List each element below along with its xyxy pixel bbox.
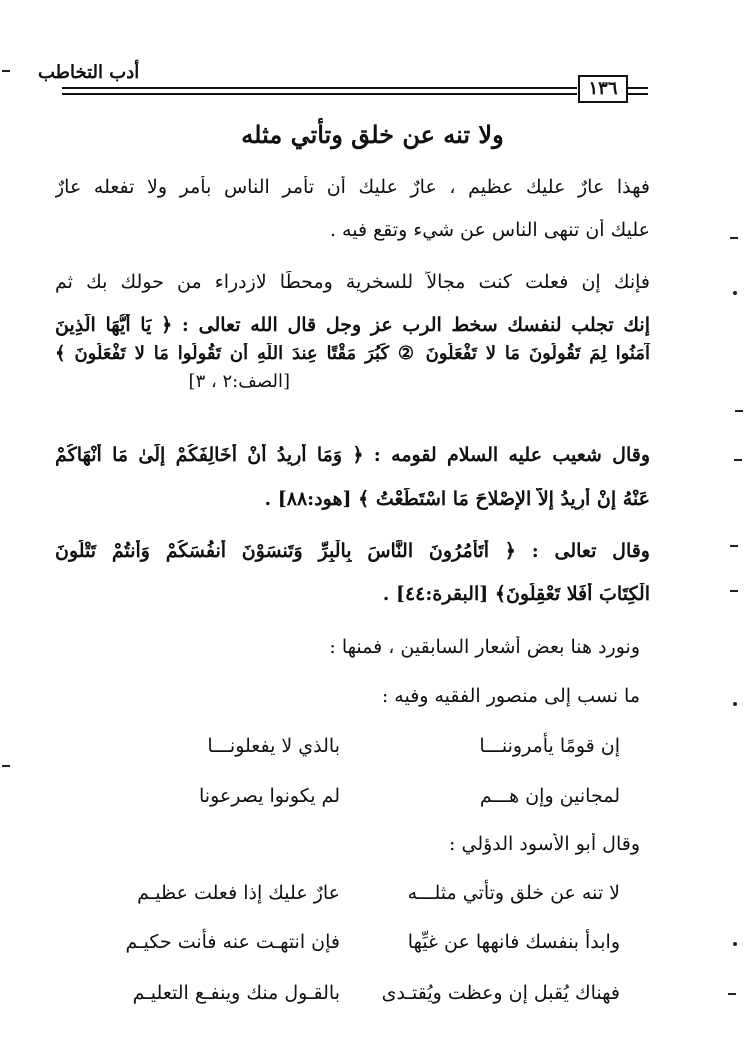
header-rule [626, 87, 648, 89]
paragraph-line: وقال أبو الأسود الدؤلي : [449, 833, 640, 855]
header-rule [62, 93, 577, 95]
scan-mark [733, 942, 737, 946]
header-rule [626, 93, 648, 95]
quran-verse-line: الْكِتَابَ أَفَلا تَعْقِلُونَ﴾ [البقرة:٤٤] . [382, 583, 650, 605]
quran-verse-line: آمَنُوا لِمَ تَقُولُونَ مَا لا تَفْعَلُونَ ② كَبُرَ مَقْتًا عِندَ اللَّهِ أَن تَقُولُوا مَا لا تَفْعَلُونَ ﴾ [55, 343, 650, 364]
poem-hemistich-right: إن قومًا يأمروننـــا [479, 735, 620, 757]
paragraph-line: فإنك إن فعلت كنت مجالاً للسخرية ومحطًا لازدراء من حولك بك ثم [55, 271, 650, 293]
verse-reference: [الصف:٢ ، ٣] [188, 371, 290, 392]
scan-mark [733, 702, 737, 706]
paragraph-line: ونورد هنا بعض أشعار السابقين ، فمنها : [329, 636, 640, 658]
poem-hemistich-right: لا تنه عن خلق وتأتي مثلـــه [407, 882, 620, 904]
scan-mark [728, 993, 736, 995]
quran-verse-line: إنك تجلب لنفسك سخط الرب عز وجل قال الله تعالى : ﴿ يَا أَيُّهَا الَّذِينَ [55, 314, 650, 336]
scan-mark [730, 590, 738, 592]
scan-mark [2, 765, 10, 767]
scan-mark [733, 291, 737, 295]
scan-mark [735, 410, 743, 412]
poem-hemistich-left: لم يكونوا يصرعونا [199, 785, 340, 807]
poem-hemistich-right: لمجانين وإن هـــم [479, 785, 620, 807]
poem-hemistich-left: عارٌ عليك إذا فعلت عظيـم [137, 882, 340, 904]
scan-mark [2, 70, 10, 72]
poem-hemistich-left: فإن انتهـت عنه فأنت حكيـم [125, 931, 340, 953]
paragraph-line: عليك أن تنهى الناس عن شيء وتقع فيه . [329, 219, 650, 241]
poem-hemistich-left: بالذي لا يفعلونـــا [207, 735, 340, 757]
quran-verse-line: وقال تعالى : ﴿ أَتَأْمُرُونَ النَّاسَ بِالْبِرِّ وَتَنسَوْنَ أَنفُسَكُمْ وَأَنتُمْ تَتْلُونَ [55, 540, 650, 562]
paragraph-line: ما نسب إلى منصور الفقيه وفيه : [381, 685, 640, 707]
poem-hemistich-right: فهناك يُقبل إن وعظت ويُقتـدى [381, 982, 620, 1004]
poem-hemistich-right: وابدأ بنفسك فانهها عن غيِّها [407, 931, 620, 953]
paragraph-line: فهذا عارٌ عليك عظيم ، عارٌ عليك أن تأمر الناس بأمر ولا تفعله عارٌ [55, 176, 650, 198]
quran-verse-line: وقال شعيب عليه السلام لقومه : ﴿ وَمَا أُرِيدُ أَنْ أُخَالِفَكُمْ إِلَىٰ مَا أَنْهَاكُمْ [55, 444, 650, 466]
scan-mark [734, 459, 742, 461]
quran-verse-line: عَنْهُ إِنْ أُرِيدُ إِلاَّ الإِصْلاحَ مَا اسْتَطَعْتُ ﴾ [هود:٨٨] . [264, 488, 650, 510]
header-rule [62, 87, 577, 89]
scan-mark [730, 237, 738, 239]
page-number: ١٣٦ [578, 75, 628, 103]
scan-mark [730, 545, 738, 547]
poem-hemistich-left: بالقـول منك وينفـع التعليـم [132, 982, 340, 1004]
section-title: ولا تنه عن خلق وتأتي مثله [241, 120, 504, 149]
running-header-book-title: أدب التخاطب [38, 62, 140, 83]
